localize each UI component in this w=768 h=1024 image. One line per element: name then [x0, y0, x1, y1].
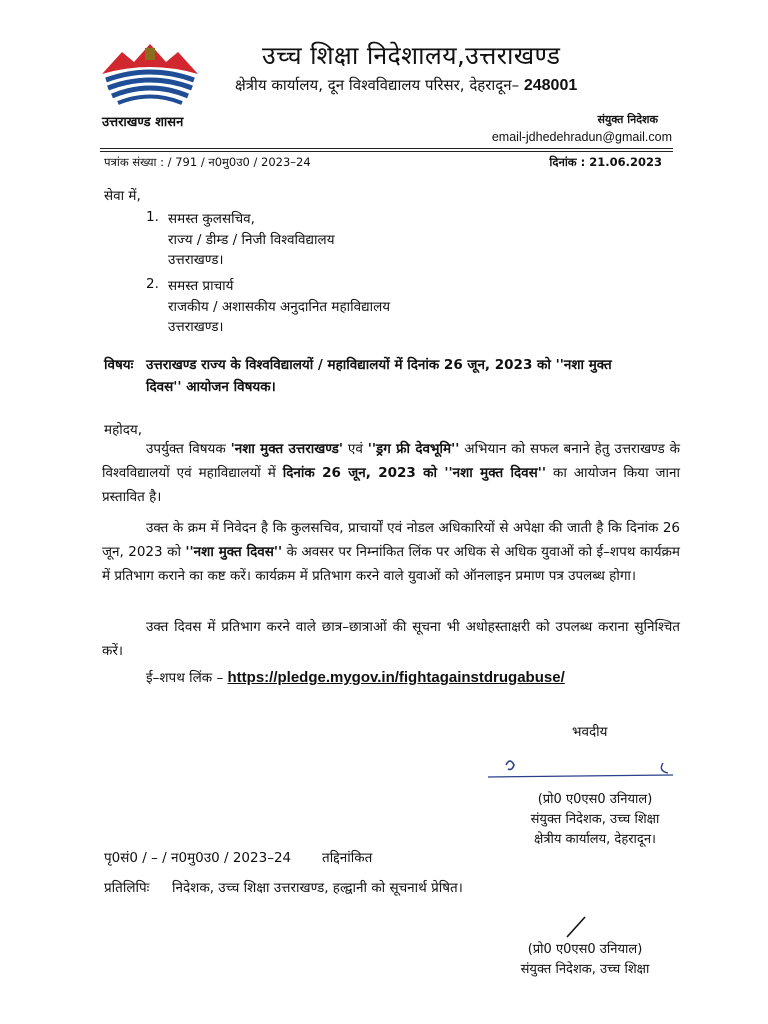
signatory-block	[500, 790, 690, 850]
letter-date: दिनांक : 21.06.2023	[549, 155, 662, 169]
subject-label: विषयः	[104, 357, 134, 373]
recipient-1-line-1: समस्त कुलसचिव,	[168, 211, 255, 227]
pledge-link[interactable]: https://pledge.mygov.in/fightagainstdrugabuse/	[227, 669, 565, 686]
endorsement-signatory-designation: संयुक्त निदेशक, उच्च शिक्षा	[520, 962, 650, 977]
office-address: क्षेत्रीय कार्यालय, दून विश्वविद्यालय परिसर, देहरादून– 248001	[235, 76, 578, 94]
pincode: 248001	[523, 77, 578, 94]
header-divider-2	[100, 151, 673, 152]
recipient-2-line-2: राजकीय / अशासकीय अनुदानित महाविद्यालय	[168, 299, 391, 315]
endorsement-ref: पृ0सं0 / – / न0मु0उ0 / 2023–24	[104, 850, 292, 866]
cc-text: निदेशक, उच्च शिक्षा उत्तराखण्ड, हल्द्वानी को सूचनार्थ प्रेषित।	[172, 880, 463, 896]
recipient-2-line-3: उत्तराखण्ड।	[168, 319, 224, 335]
subject-line-2: दिवस'' आयोजन विषयक।	[146, 379, 276, 395]
paragraph-3: उक्त दिवस में प्रतिभाग करने वाले छात्र–छात्राओं की सूचना भी अधोहस्ताक्षरी को उपलब्ध कराना सुनिश्चित करें।	[102, 619, 680, 659]
signatory-designation: संयुक्त निदेशक, उच्च शिक्षा	[530, 812, 660, 827]
recipient-1-line-2: राज्य / डीम्ड / निजी विश्वविद्यालय	[168, 232, 335, 248]
closing: भवदीय	[572, 724, 608, 740]
endorsement-signatory-name: (प्रो0 ए0एस0 उनियाल)	[527, 942, 643, 957]
subject-line-1: उत्तराखण्ड राज्य के विश्वविद्यालयों / महाविद्यालयों में दिनांक 26 जून, 2023 को ''नशा मुक्त	[146, 357, 612, 373]
paragraph-2: उक्त के क्रम में निवेदन है कि कुलसचिव, प्राचार्यों एवं नोडल अधिकारियों से अपेक्षा की जाती है कि दिनांक 26 जून, 2023 को ''नशा मुक्त दिवस'' के अवसर पर निम्नांकित लिंक पर अधिक से अधिक युवाओं को ई–शपथ कार्यक्रम में प्रतिभाग कराने का कष्ट करें। कार्यक्रम में प्रतिभाग करने वाले युवाओं को ऑनलाइन प्रमाण पत्र उपलब्ध होगा।	[102, 520, 680, 584]
recipient-2-number: 2.	[146, 276, 159, 292]
endorsement-signatory-block	[490, 940, 680, 980]
salutation: महोदय,	[104, 422, 143, 438]
recipient-1-number: 1.	[146, 209, 159, 225]
government-label: उत्तराखण्ड शासन	[102, 115, 184, 130]
endorsement-date: तद्दिनांकित	[322, 850, 373, 866]
signature-mark-2	[555, 915, 595, 940]
uttarakhand-emblem-logo	[100, 40, 200, 110]
recipient-2-line-1: समस्त प्राचार्य	[168, 278, 234, 294]
signatory-name: (प्रो0 ए0एस0 उनियाल)	[537, 792, 653, 807]
office-title: उच्च शिक्षा निदेशालय,उत्तराखण्ड	[262, 41, 561, 70]
header-divider	[100, 148, 673, 149]
signature-mark	[488, 755, 678, 785]
header-email: email-jdhedehradun@gmail.com	[491, 130, 672, 144]
seva-line: सेवा में,	[104, 188, 141, 204]
signatory-office: क्षेत्रीय कार्यालय, देहरादून।	[534, 832, 656, 847]
paragraph-1: उपर्युक्त विषयक 'नशा मुक्त उत्तराखण्ड' एवं ''ड्रग फ्री देवभूमि'' अभियान को सफल बनाने हेतु उत्तराखण्ड के विश्वविद्यालयों एवं महाविद्यालयों में दिनांक 26 जून, 2023 को ''नशा मुक्त दिवस'' का आयोजन किया जाना प्रस्तावित है।	[102, 441, 680, 505]
letter-number: पत्रांक संख्या : / 791 / न0मु0उ0 / 2023–24	[104, 155, 311, 169]
cc-label: प्रतिलिपिः	[104, 880, 150, 896]
header-designation: संयुक्त निदेशक	[597, 113, 658, 126]
recipient-1-line-3: उत्तराखण्ड।	[168, 252, 224, 268]
pledge-link-line: ई–शपथ लिंक – https://pledge.mygov.in/fightagainstdrugabuse/	[146, 669, 565, 686]
